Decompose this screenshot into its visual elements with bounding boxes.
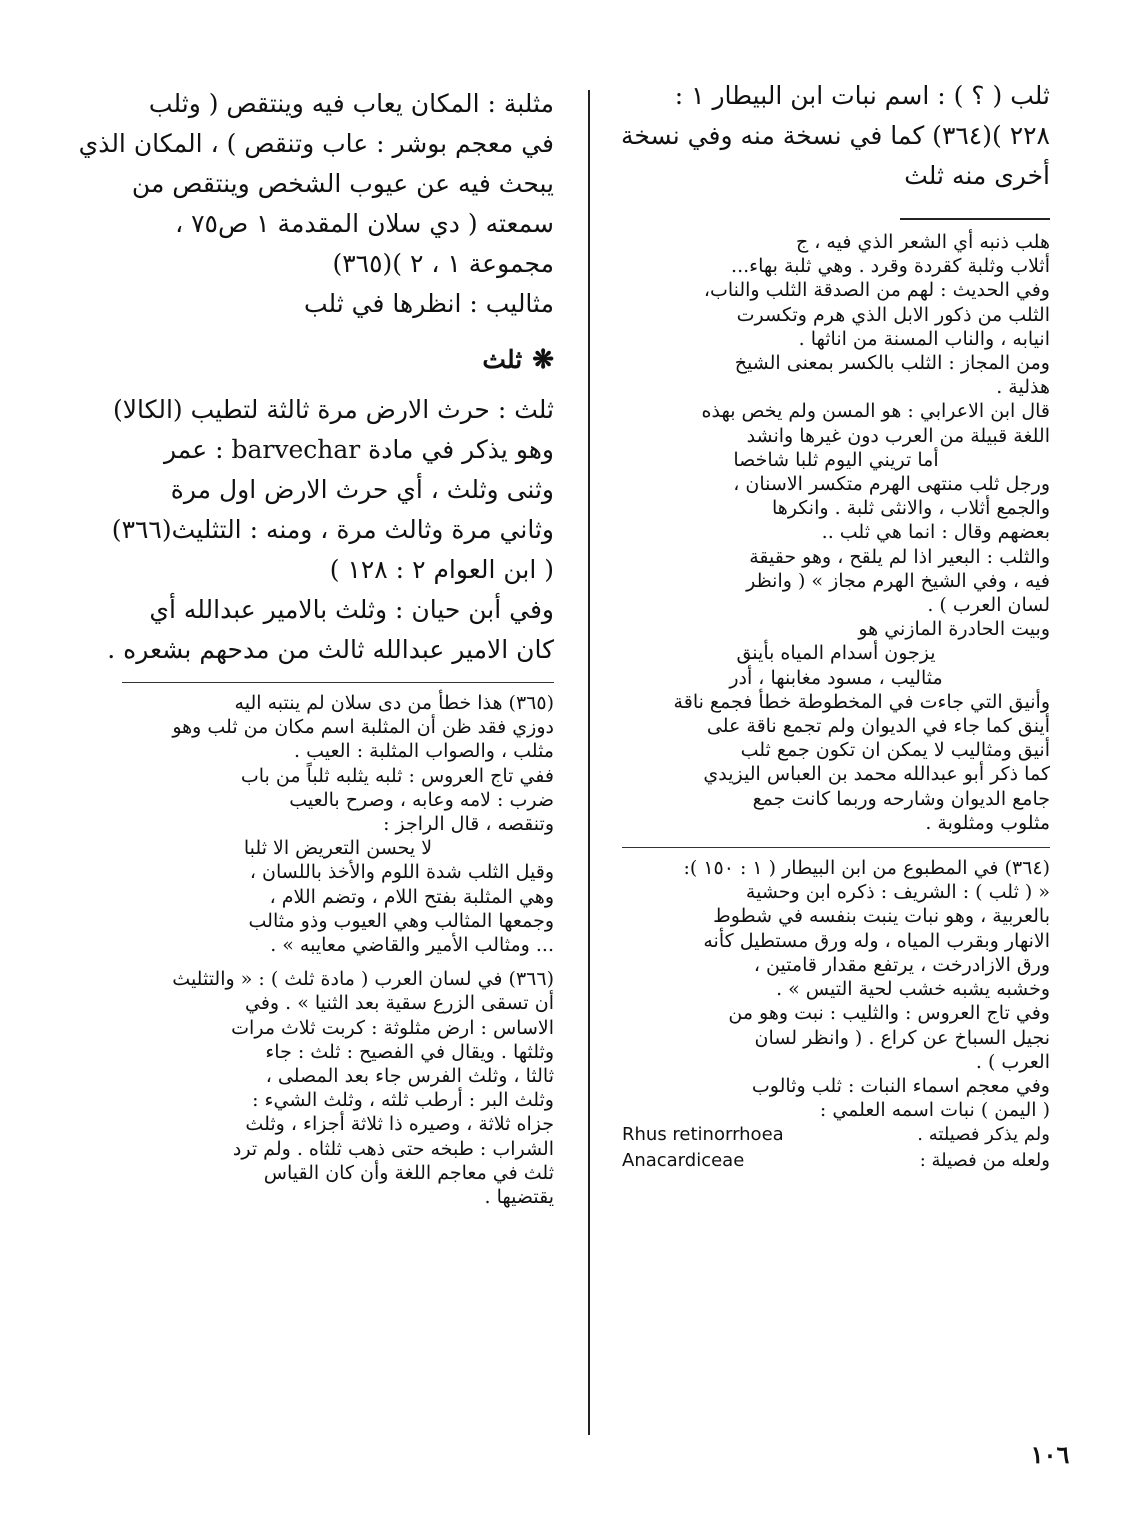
footnote-line: (٣٦٥) هذا خطأ من دى سلان لم ينتبه اليه (234, 692, 554, 714)
quote-line: كما ذكر أبو عبدالله محمد بن العباس اليزيدي (703, 763, 1050, 786)
footnote-text: ولعله من فصيلة : (919, 1150, 1050, 1172)
footnote-line: ضرب : لامه وعابه ، وصرح بالعيب (289, 788, 554, 811)
entry-line: ( ابن العوام ٢ : ١٢٨ ) (329, 555, 554, 584)
left-column (78, 84, 554, 1209)
footnote-line: أن تسقى الزرع سقية بعد الثنيا » . وفي (245, 992, 554, 1015)
column-divider (588, 90, 590, 1435)
footnote-line: ففي تاج العروس : ثلبه يثلبه ثلباً من باب (240, 764, 554, 787)
quote-line: قال ابن الاعرابي : هو المسن ولم يخص بهذه (701, 400, 1050, 423)
footnote-line: دوزي فقد ظن أن المثلبة اسم مكان من ثلب وهو (172, 716, 554, 739)
entry-line: كان الامير عبدالله ثالث من مدحهم بشعره . (107, 635, 554, 664)
footnote-line: وفي تاج العروس : والثليب : نبت وهو من (728, 1002, 1050, 1025)
quote-line: انيابه ، والناب المسنة من اناثها . (798, 327, 1050, 350)
quote-line: جامع الديوان وشارحه وربما كانت جمع (752, 787, 1050, 810)
verse-line: مثاليب ، مسود مغابنها ، أدر (729, 666, 943, 689)
entry-line: وفي أبن حيان : وثلث بالامير عبدالله أي (149, 595, 554, 624)
footnote-line: (٣٦٦) في لسان العرب ( مادة ثلث ) : « والتثليث (172, 968, 554, 991)
quote-line: اللغة قبيلة من العرب دون غيرها وانشد (746, 424, 1050, 447)
footnote-line: وثلث البر : أرطب ثلثه ، وثلث الشيء : (252, 1089, 554, 1112)
quote-line: هلب ذنبه أي الشعر الذي فيه ، ج (795, 231, 1050, 253)
quote-line: والجمع أثلاب ، والانثى ثلبة . وانكرها (772, 497, 1050, 520)
footnote-line: وثلثها . ويقال في الفصيح : ثلث : جاء (265, 1040, 554, 1063)
footnote-line: يقتضيها . (484, 1186, 554, 1209)
verse-intro: وبيت الحادرة المازني هو (858, 618, 1050, 641)
entry-line: سمعته ( دي سلان المقدمة ١ ص٧٥ ، (175, 209, 554, 238)
right-column (622, 76, 1050, 1174)
entry-line: ثلب ( ؟ ) : اسم نبات ابن البيطار ١ : (674, 81, 1050, 110)
footnote-line: وتنقصه ، قال الراجز : (383, 813, 554, 836)
footnote-text: ولم يذكر فصيلته . (917, 1124, 1050, 1146)
footnote-line: وفي معجم اسماء النبات : ثلب وثالوب (751, 1074, 1050, 1097)
footnote-line: وهي المثلبة بفتح اللام ، وتضم اللام ، (269, 885, 554, 908)
quote-line: ورجل ثلب منتهى الهرم متكسر الاسنان ، (733, 473, 1050, 496)
footnote-line: ثلث في معاجم اللغة وأن كان القياس (263, 1161, 554, 1184)
entry-line: وثاني مرة وثالث مرة ، ومنه : التثليث(٣٦٦) (111, 515, 554, 544)
footnote-line: ( اليمن ) نبات اسمه العلمي : (819, 1099, 1050, 1122)
verse-line: يزجون أسدام المياه بأينق (736, 642, 936, 665)
entry-line: مثاليب : انظرها في ثلب (303, 289, 554, 318)
footnote-line: ورق الازادرخت ، يرتفع مقدار قامتين ، (753, 953, 1050, 976)
quote-line: لسان العرب ) . (927, 594, 1050, 617)
quote-line: وأنيق التي جاءت في المخطوطة خطأ فجمع ناقة (673, 690, 1050, 713)
entry-line: وهو يذكر في مادة barvechar : عمر (164, 435, 554, 464)
footnote-line: بالعربية ، وهو نبات ينبت بنفسه في شطوط (713, 905, 1050, 928)
entry-line: وثنى وثلث ، أي حرث الارض اول مرة (170, 475, 554, 504)
footnote-line: وقيل الثلب شدة اللوم والأخذ باللسان ، (249, 861, 554, 884)
family-name-row (622, 1148, 1050, 1174)
asterisk-icon: ❋ (532, 345, 554, 375)
quote-line: الثلب من ذكور الابل الذي هرم وتكسرت (736, 303, 1050, 326)
footnote-divider (900, 218, 1050, 220)
quote-line: أنيق ومثاليب لا يمكن ان تكون جمع ثلب (740, 739, 1050, 762)
footnote-line: جزاه ثلاثة ، وصيره ذا ثلاثة أجزاء ، وثلث (245, 1113, 554, 1136)
footnote-line: الانهار وبقرب المياه ، وله ورق مستطيل كأنه (703, 929, 1050, 952)
family-name: Anacardiceae (622, 1150, 745, 1172)
entry-line: مثلبة : المكان يعاب فيه وينتقص ( وثلب (148, 89, 554, 118)
scientific-name-row (622, 1122, 1050, 1148)
entry-line: ثلث : حرث الارض مرة ثالثة لتطيب (الكالا) (112, 395, 554, 424)
heading-text: ثلث (482, 345, 523, 374)
footnote-line: (٣٦٤) في المطبوع من ابن البيطار ( ١ : ١٥٠ ): (683, 857, 1050, 880)
quote-line: والثلب : البعير اذا لم يلقح ، وهو حقيقة (749, 545, 1050, 568)
entry-line: أخرى منه ثلث (904, 161, 1050, 190)
quote-line: مثلوب ومثلوبة . (925, 811, 1050, 834)
footnote-line: العرب ) . (975, 1050, 1050, 1073)
quote-line: هذلية . (996, 376, 1050, 399)
footnote-line: الشراب : طبخه حتى ذهب ثلثاه . ولم ترد (232, 1137, 554, 1160)
verse-line: أما تريني اليوم ثلبا شاخصا (733, 448, 939, 471)
quote-line: أثلاب وثلبة كقردة وقرد . وهي ثلبة بهاء... (731, 255, 1050, 278)
footnote-line: وجمعها المثالب وهي العيوب وذو مثالب (248, 909, 554, 932)
divider (622, 847, 1050, 848)
quote-line: ومن المجاز : الثلب بالكسر بمعنى الشيخ (734, 352, 1050, 375)
footnote-line: وخشبه يشبه خشب لحية التيس » . (776, 978, 1050, 1001)
footnote-divider (122, 682, 554, 683)
entry-line: يبحث فيه عن عيوب الشخص وينتقص من (131, 169, 554, 198)
quote-line: أينق كما جاء في الديوان ولم تجمع ناقة على (706, 715, 1050, 738)
section-heading (122, 340, 554, 380)
footnote-line: نجيل السباخ عن كراع . ( وانظر لسان (754, 1026, 1050, 1049)
footnote-line: ... ومثالب الأمير والقاضي معايبه » . (270, 934, 554, 957)
scientific-name: Rhus retinorrhoea (622, 1124, 784, 1146)
footnote-line: ثالثا ، وثلث الفرس جاء بعد المصلى ، (265, 1065, 554, 1088)
footnote-line: « ( ثلب ) : الشريف : ذكره ابن وحشية (745, 881, 1050, 904)
quote-line: بعضهم وقال : انما هي ثلب .. (821, 521, 1050, 544)
verse-line: لا يحسن التعريض الا ثلبا (243, 837, 433, 860)
entry-line: في معجم بوشر : عاب وتنقص ) ، المكان الذي (78, 129, 554, 158)
footnote-line: الاساس : ارض مثلوثة : كربت ثلاث مرات (231, 1016, 554, 1039)
page-number: ١٠٦ (1030, 1440, 1070, 1469)
entry-line: مجموعة ١ ، ٢ )(٣٦٥) (332, 249, 554, 278)
entry-line: ٢٢٨ )(٣٦٤) كما في نسخة منه وفي نسخة (620, 121, 1050, 150)
footnote-line: مثلب ، والصواب المثلبة : العيب . (294, 740, 554, 763)
quote-line: فيه ، وفي الشيخ الهرم مجاز » ( وانظر (746, 569, 1050, 592)
quote-line: وفي الحديث : لهم من الصدقة الثلب والناب، (703, 279, 1050, 302)
